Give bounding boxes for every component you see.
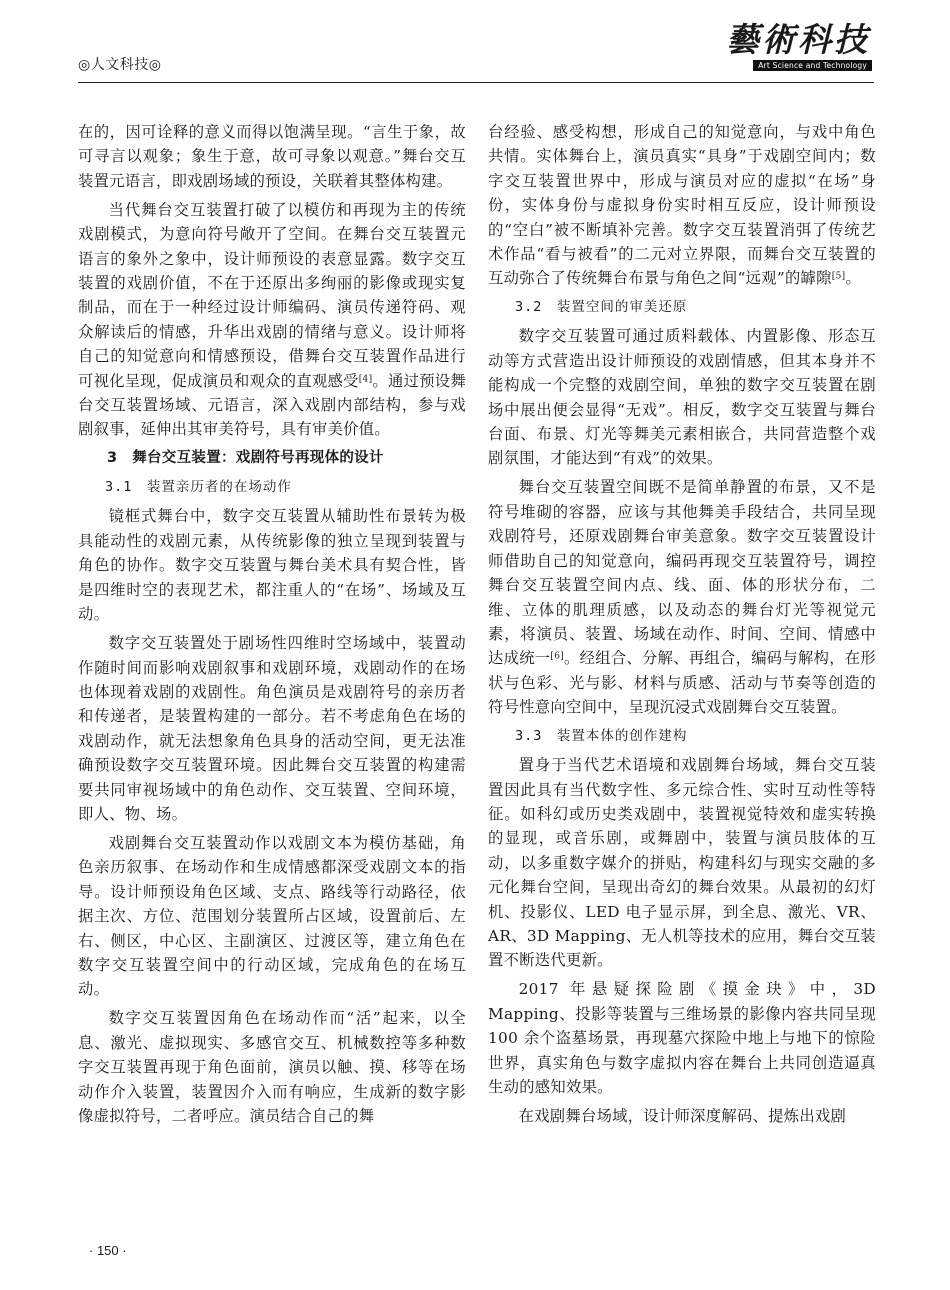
paragraph: 镜框式舞台中，数字交互装置从辅助性布景转为极具能动性的戏剧元素，从传统影像的独立呈现到装置与角色的协作。数字交互装置与舞台美术具有契合性，皆是四维时空的表现艺术，都注重人的“在场”、场域及互动。 [78,507,466,624]
paragraph-text: 台经验、感受构想，形成自己的知觉意向，与戏中角色共情。实体舞台上，演员真实“具身”于戏剧空间内；数字交互装置世界中，形成与演员对应的虚拟“在场”身份，实体身份与虚拟身份实时相互反应，设计师预设的“空白”被不断填补完善。数字交互装置消弭了传统艺术作品“看与被看”的二元对立界限，而舞台交互装置的互动弥合了传统舞台布景与角色之间“远观”的罅隙 [488,123,876,288]
paragraph-text: 。经组合、分解、再组合，编码与解构，在形状与色彩、光与影、材料与质感、活动与节奏等创造的符号性意向空间中，呈现沉浸式戏剧舞台交互装置。 [488,649,876,717]
journal-logo [726,20,874,82]
subsection-heading: 3.1 装置亲历者的在场动作 [105,479,292,496]
paragraph: 戏剧舞台交互装置动作以戏剧文本为模仿基础，角色亲历叙事、在场动作和生成情感都深受戏剧文本的指导。设计师预设角色区域、支点、路线等行动路径，依据主次、方位、范围划分装置所占区域，设置前后、左右、侧区，中心区、主副演区、过渡区等，建立角色在数字交互装置空间中的行动区域，完成角色的在场互动。 [78,833,466,999]
paragraph: 在戏剧舞台场域，设计师深度解码、提炼出戏剧 [518,1107,847,1125]
journal-logo-en: Art Science and Technology [753,60,872,71]
section-heading: 3 舞台交互装置：戏剧符号再现体的设计 [107,450,384,467]
paragraph-text: 舞台交互装置空间既不是简单静置的布景，又不是符号堆砌的容器，应该与其他舞美手段结合，共同呈现戏剧符号，还原戏剧舞台审美意象。数字交互装置设计师借助自己的知觉意向，编码再现交互装置符号，调控舞台交互装置空间内点、线、面、体的形状分布，二维、立体的肌理质感，以及动态的舞台灯光等视觉元素，将演员、装置、场域在动作、时间、空间、情感中达成统一 [488,478,876,668]
paragraph [488,475,876,719]
paragraph: 数字交互装置处于剧场性四维时空场域中，装置动作随时间而影响戏剧叙事和戏剧环境，戏剧动作的在场也体现着戏剧的戏剧性。角色演员是戏剧符号的亲历者和传递者，是装置构建的一部分。若不考虑角色在场的戏剧动作，就无法想象角色具身的活动空间，更无法准确预设数字交互装置环境。因此舞台交互装置的构建需要共同审视场域中的角色动作、交互装置、空间环境，即人、物、场。 [78,634,466,823]
paragraph: 在的，因可诠释的意义而得以饱满呈现。“言生于象，故可寻言以观象；象生于意，故可寻象以观意。”舞台交互装置元语言，即戏剧场域的预设，关联着其整体构建。 [78,123,466,190]
subsection-heading: 3.3 装置本体的创作建构 [515,728,688,745]
paragraph: 数字交互装置因角色在场动作而“活”起来，以全息、激光、虚拟现实、多感官交互、机械数控等多种数字交互装置再现于角色面前，演员以触、摸、移等在场动作介入装置，装置因介入而有响应，生成新的数字影像虚拟符号，二者呼应。演员结合自己的舞 [78,1009,466,1125]
paragraph [78,198,466,442]
page-number: · 150 · [89,1243,127,1258]
left-column [78,120,466,1133]
paragraph-text: 当代舞台交互装置打破了以模仿和再现为主的传统戏剧模式，为意向符号敞开了空间。在舞台交互装置元语言的象外之象中，设计师预设的表意显露。数字交互装置的戏剧价值，不在于还原出多绚丽的影像或现实复制品，而在于一种经过设计师编码、演员传递符码、观众解读后的情感，升华出戏剧的情绪与意义。设计师将自己的知觉意向和情感预设，借舞台交互装置作品进行可视化呈现，促成演员和观众的直观感受 [78,200,466,390]
paragraph: 2017 年悬疑探险剧《摸金玦》中，3D Mapping、投影等装置与三维场景的影像内容共同呈现 100 余个盗墓场景，再现墓穴探险中地上与地下的惊险世界，真实角色与数字虚拟内容在舞台上共同创造逼真生动的感知效果。 [488,980,876,1096]
citation: [5] [831,271,846,282]
header-rule [78,82,874,83]
citation: [4] [358,374,373,385]
paragraph: 置身于当代艺术语境和戏剧舞台场域，舞台交互装置因此具有当代数字性、多元综合性、实时互动性等特征。如科幻或历史类戏剧中，装置视觉特效和虚实转换的显现，或音乐剧，或舞剧中，装置与演员肢体的互动，以多重数字媒介的拼贴，构建科幻与现实交融的多元化舞台空间，呈现出奇幻的舞台效果。从最初的幻灯机、投影仪、LED 电子显示屏，到全息、激光、VR、AR、3D Mapping、无人机等技术的应用，舞台交互装置不断迭代更新。 [488,756,876,970]
paragraph-text: 。 [845,269,862,288]
paragraph [488,120,876,291]
journal-logo-cn: 藝術科技 [726,20,870,59]
citation: [6] [550,651,565,662]
paragraph-text: 。通过预设舞台交互装置场域、元语言，深入戏剧内部结构，参与戏剧叙事，延伸出其审美符号，具有审美价值。 [78,371,466,439]
section-label: ◎人文科技◎ [78,57,162,73]
running-header [78,20,874,82]
paragraph: 数字交互装置可通过质料载体、内置影像、形态互动等方式营造出设计师预设的戏剧情感，但其本身并不能构成一个完整的戏剧空间，单独的数字交互装置在剧场中展出便会显得“无戏”。相反，数字交互装置与舞台台面、布景、灯光等舞美元素相嵌合，共同营造整个戏剧氛围，才能达到“有戏”的效果。 [488,327,876,468]
right-column [488,120,876,1133]
subsection-heading: 3.2 装置空间的审美还原 [515,299,688,316]
